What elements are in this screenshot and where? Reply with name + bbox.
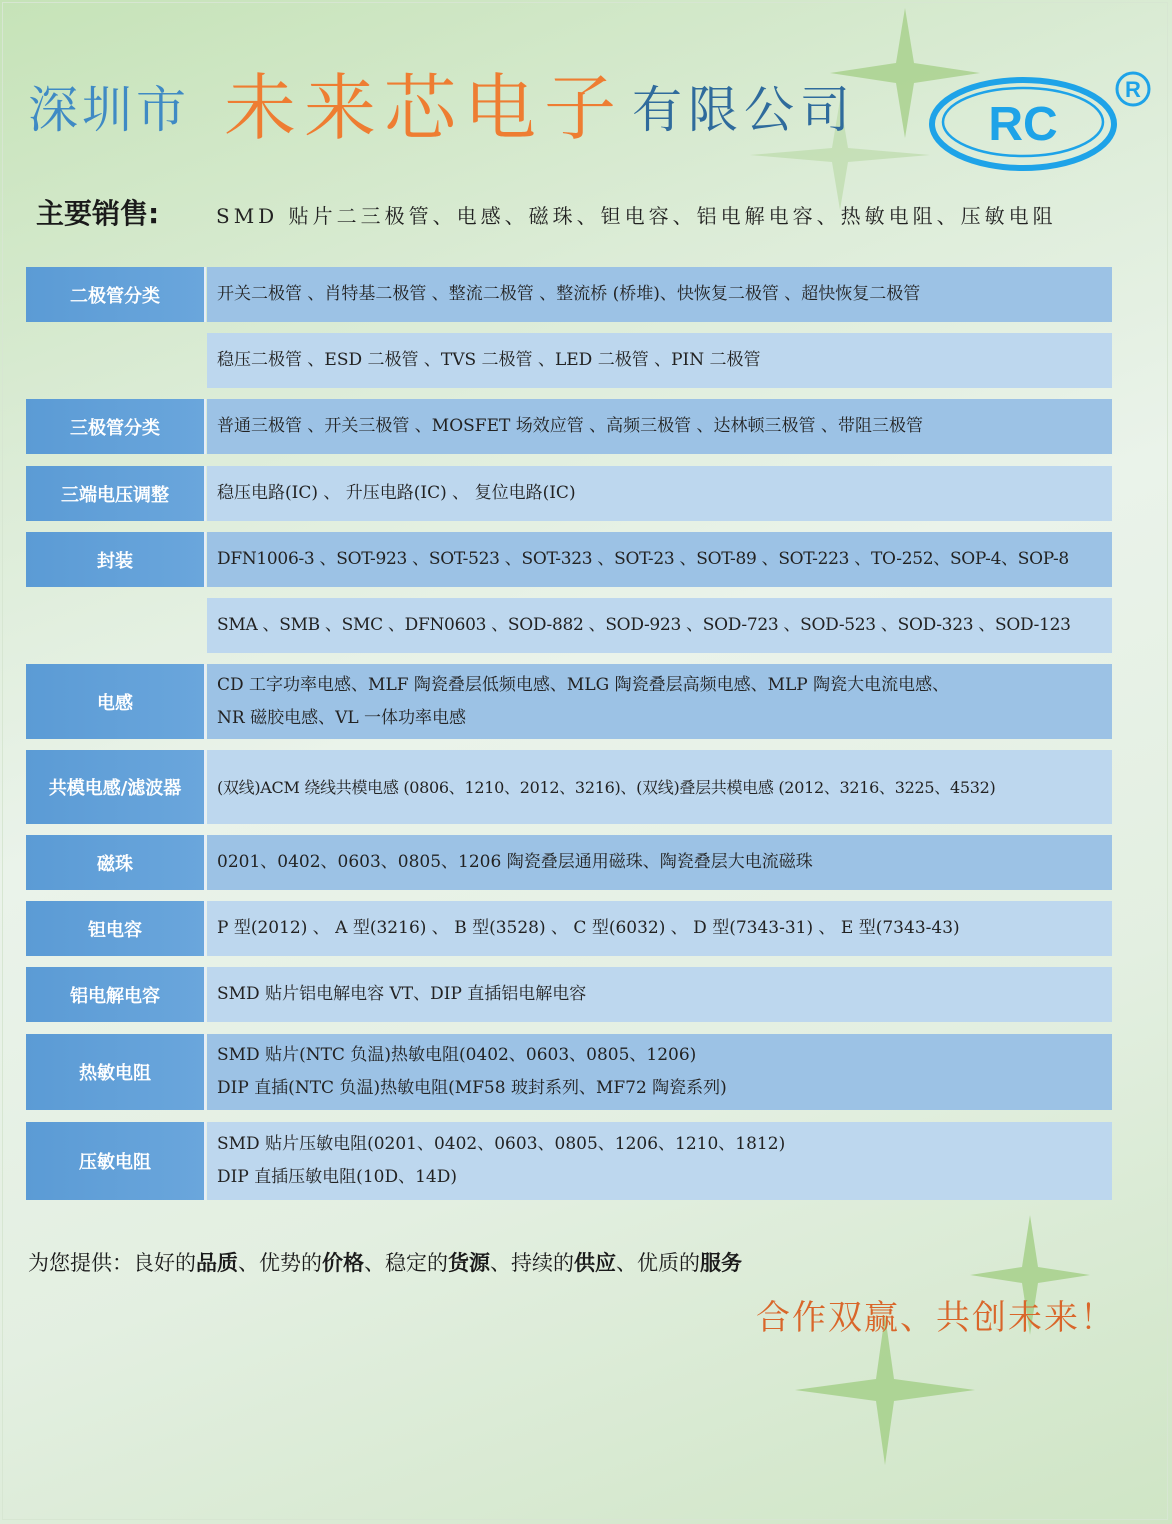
content-cell <box>207 399 1112 454</box>
table-row <box>26 532 1112 587</box>
category-cell: 钽电容 <box>26 901 206 956</box>
content-line: (双线)ACM 绕线共模电感 (0806、1210、2012、3216)、(双线)叠层共模电感 (2012、3216、3225、4532) <box>217 777 996 797</box>
content-cell <box>207 750 1112 824</box>
offer-quality: 品质 <box>196 1251 238 1275</box>
company-brand: 未来芯电子 <box>224 66 625 150</box>
category-cell: 二极管分类 <box>26 267 206 322</box>
content-cell <box>207 1122 1112 1200</box>
content-cell <box>207 835 1112 890</box>
table-row <box>26 399 1112 454</box>
content-line: NR 磁胶电感、VL 一体功率电感 <box>217 707 467 728</box>
service-offer <box>28 1247 742 1277</box>
table-row <box>26 967 1112 1022</box>
content-cell <box>207 267 1112 322</box>
content-cell <box>207 333 1112 388</box>
table-row <box>26 1122 1112 1200</box>
logo-text: RC <box>988 98 1058 151</box>
company-suffix: 有限公司 <box>632 81 856 139</box>
offer-text: 为您提供：良好的 <box>28 1251 196 1275</box>
content-line: 0201、0402、0603、0805、1206 陶瓷叠层通用磁珠、陶瓷叠层大电流磁珠 <box>217 852 813 872</box>
content-line: P 型(2012) 、 A 型(3216) 、 B 型(3528) 、 C 型(6032) 、 D 型(7343-31) 、 E 型(7343-43) <box>217 918 960 938</box>
table-row <box>26 1034 1112 1110</box>
content-line: 开关二极管 、肖特基二极管 、整流二极管 、整流桥 (桥堆)、快恢复二极管 、超快恢复二极管 <box>217 284 921 304</box>
content-cell <box>207 532 1112 587</box>
category-cell: 三端电压调整 <box>26 466 206 521</box>
content-line: 稳压电路(IC) 、 升压电路(IC) 、 复位电路(IC) <box>217 483 576 503</box>
main-sales-items: SMD 贴片二三极管、电感、磁珠、钽电容、铝电解电容、热敏电阻、压敏电阻 <box>216 204 1057 228</box>
offer-supply: 供应 <box>574 1251 616 1275</box>
category-cell: 封装 <box>26 532 206 587</box>
content-line: SMA 、SMB 、SMC 、DFN0603 、SOD-882 、SOD-923 、SOD-723 、SOD-523 、SOD-323 、SOD-123 <box>217 615 1071 635</box>
content-line: SMD 贴片(NTC 负温)热敏电阻(0402、0603、0805、1206) <box>217 1045 697 1065</box>
registered-mark-letter: R <box>1125 77 1141 102</box>
offer-text: 、稳定的 <box>364 1251 448 1275</box>
category-cell: 压敏电阻 <box>26 1122 206 1200</box>
content-line: 普通三极管 、开关三极管 、MOSFET 场效应管 、高频三极管 、达林顿三极管 、带阻三极管 <box>217 416 923 436</box>
category-cell: 热敏电阻 <box>26 1034 206 1110</box>
category-cell: 铝电解电容 <box>26 967 206 1022</box>
offer-text: 、优势的 <box>238 1251 322 1275</box>
offer-service: 服务 <box>700 1251 742 1275</box>
content-line: DIP 直插(NTC 负温)热敏电阻(MF58 玻封系列、MF72 陶瓷系列) <box>217 1078 727 1098</box>
category-cell: 电感 <box>26 664 206 739</box>
main-sales-label: 主要销售: <box>36 197 160 230</box>
offer-text: 、持续的 <box>490 1251 574 1275</box>
rc-logo <box>928 76 1118 172</box>
table-row <box>26 598 1112 653</box>
table-row <box>26 267 1112 322</box>
table-row <box>26 750 1112 824</box>
table-row <box>26 835 1112 890</box>
offer-text: 、优质的 <box>616 1251 700 1275</box>
table-row <box>26 333 1112 388</box>
content-cell <box>207 1034 1112 1110</box>
category-cell: 磁珠 <box>26 835 206 890</box>
offer-source: 货源 <box>448 1251 490 1275</box>
content-cell <box>207 664 1112 739</box>
content-cell <box>207 598 1112 653</box>
registered-mark-icon <box>1114 70 1152 108</box>
content-line: DIP 直插压敏电阻(10D、14D) <box>217 1167 457 1187</box>
content-line: SMD 贴片铝电解电容 VT、DIP 直插铝电解电容 <box>217 984 587 1004</box>
category-cell: 三极管分类 <box>26 399 206 454</box>
table-row <box>26 901 1112 956</box>
content-line: DFN1006-3 、SOT-923 、SOT-523 、SOT-323 、SOT-23 、SOT-89 、SOT-223 、TO-252、SOP-4、SOP-8 <box>217 549 1069 569</box>
table-row <box>26 466 1112 521</box>
company-city: 深圳市 <box>28 81 190 139</box>
offer-price: 价格 <box>322 1251 364 1275</box>
slogan: 合作双赢、共创未来！ <box>756 1298 1116 1338</box>
content-cell <box>207 466 1112 521</box>
content-line: 稳压二极管 、ESD 二极管 、TVS 二极管 、LED 二极管 、PIN 二极管 <box>217 350 761 370</box>
content-cell <box>207 901 1112 956</box>
category-cell: 共模电感/滤波器 <box>26 750 206 824</box>
content-line: CD 工字功率电感、MLF 陶瓷叠层低频电感、MLG 陶瓷叠层高频电感、MLP 陶瓷大电流电感、 <box>217 674 950 695</box>
content-line: SMD 贴片压敏电阻(0201、0402、0603、0805、1206、1210、1812) <box>217 1134 786 1154</box>
table-row <box>26 664 1112 739</box>
content-cell <box>207 967 1112 1022</box>
